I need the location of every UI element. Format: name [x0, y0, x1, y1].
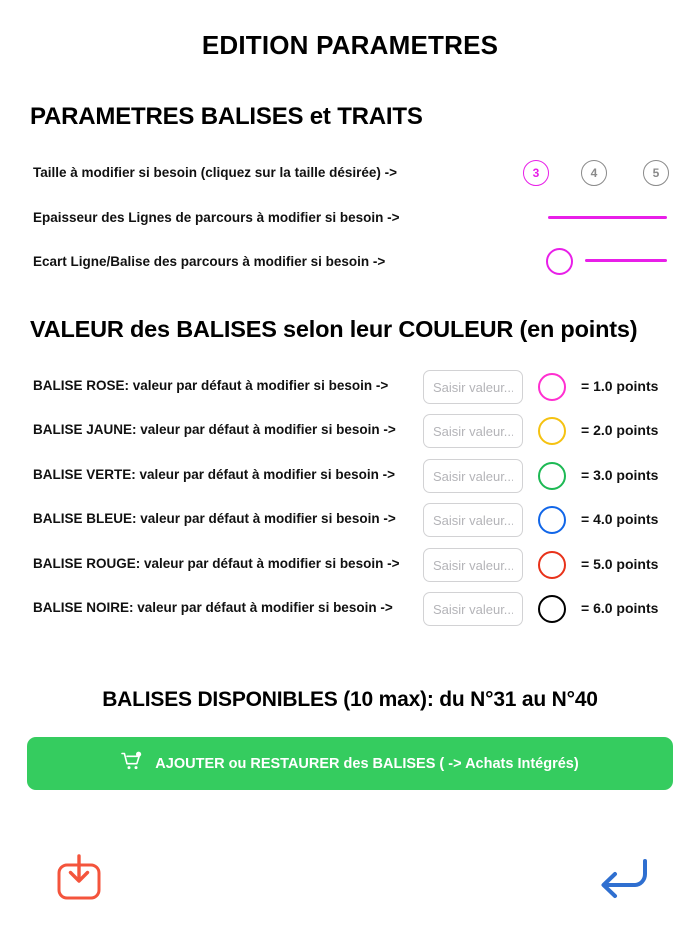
balise-color-circle-rose — [538, 373, 566, 401]
balise-label-rose: BALISE ROSE: valeur par défaut à modifier si besoin -> — [33, 378, 389, 393]
balise-input-noire[interactable] — [423, 592, 523, 626]
balise-color-circle-noire — [538, 595, 566, 623]
line-thickness-preview[interactable] — [548, 216, 667, 219]
ecart-balise-preview[interactable] — [546, 248, 573, 275]
label-ecart: Ecart Ligne/Balise des parcours à modifier si besoin -> — [33, 254, 386, 269]
balise-points-rouge: = 5.0 points — [581, 556, 659, 572]
balise-color-circle-rouge — [538, 551, 566, 579]
cart-icon — [121, 751, 143, 776]
balise-color-circle-jaune — [538, 417, 566, 445]
balise-input-rose[interactable] — [423, 370, 523, 404]
balise-row-rose — [33, 370, 673, 404]
balise-label-rouge: BALISE ROUGE: valeur par défaut à modifier si besoin -> — [33, 556, 400, 571]
size-option-3[interactable]: 3 — [523, 160, 549, 186]
balise-color-circle-verte — [538, 462, 566, 490]
balise-input-verte[interactable] — [423, 459, 523, 493]
balise-points-rose: = 1.0 points — [581, 378, 659, 394]
back-button[interactable] — [596, 855, 648, 899]
balise-label-verte: BALISE VERTE: valeur par défaut à modifier si besoin -> — [33, 467, 395, 482]
balise-label-jaune: BALISE JAUNE: valeur par défaut à modifier si besoin -> — [33, 422, 396, 437]
add-restore-balises-label: AJOUTER ou RESTAURER des BALISES ( -> Achats Intégrés) — [155, 755, 579, 772]
size-option-4[interactable]: 4 — [581, 160, 607, 186]
label-taille: Taille à modifier si besoin (cliquez sur la taille désirée) -> — [33, 165, 397, 180]
ecart-line-preview[interactable] — [585, 259, 667, 262]
balise-input-bleue[interactable] — [423, 503, 523, 537]
balise-points-verte: = 3.0 points — [581, 467, 659, 483]
balise-label-bleue: BALISE BLEUE: valeur par défaut à modifier si besoin -> — [33, 511, 396, 526]
section-heading-valeur-couleur: VALEUR des BALISES selon leur COULEUR (en points) — [30, 316, 638, 342]
balise-row-verte — [33, 459, 673, 493]
balise-row-noire — [33, 592, 673, 626]
size-option-5[interactable]: 5 — [643, 160, 669, 186]
balise-input-rouge[interactable] — [423, 548, 523, 582]
label-epaisseur: Epaisseur des Lignes de parcours à modifier si besoin -> — [33, 210, 400, 225]
balise-points-jaune: = 2.0 points — [581, 422, 659, 438]
balise-row-bleue — [33, 503, 673, 537]
balise-points-noire: = 6.0 points — [581, 600, 659, 616]
save-button[interactable] — [56, 852, 102, 900]
balise-row-rouge — [33, 548, 673, 582]
balise-row-jaune — [33, 414, 673, 448]
balise-label-noire: BALISE NOIRE: valeur par défaut à modifier si besoin -> — [33, 600, 393, 615]
page-title: EDITION PARAMETRES — [201, 30, 499, 60]
balise-input-jaune[interactable] — [423, 414, 523, 448]
add-restore-balises-button[interactable] — [27, 737, 673, 790]
balise-color-circle-bleue — [538, 506, 566, 534]
balises-disponibles-text: BALISES DISPONIBLES (10 max): du N°31 au N°40 — [102, 688, 598, 711]
balise-points-bleue: = 4.0 points — [581, 511, 659, 527]
section-heading-balises-traits: PARAMETRES BALISES et TRAITS — [30, 103, 423, 130]
